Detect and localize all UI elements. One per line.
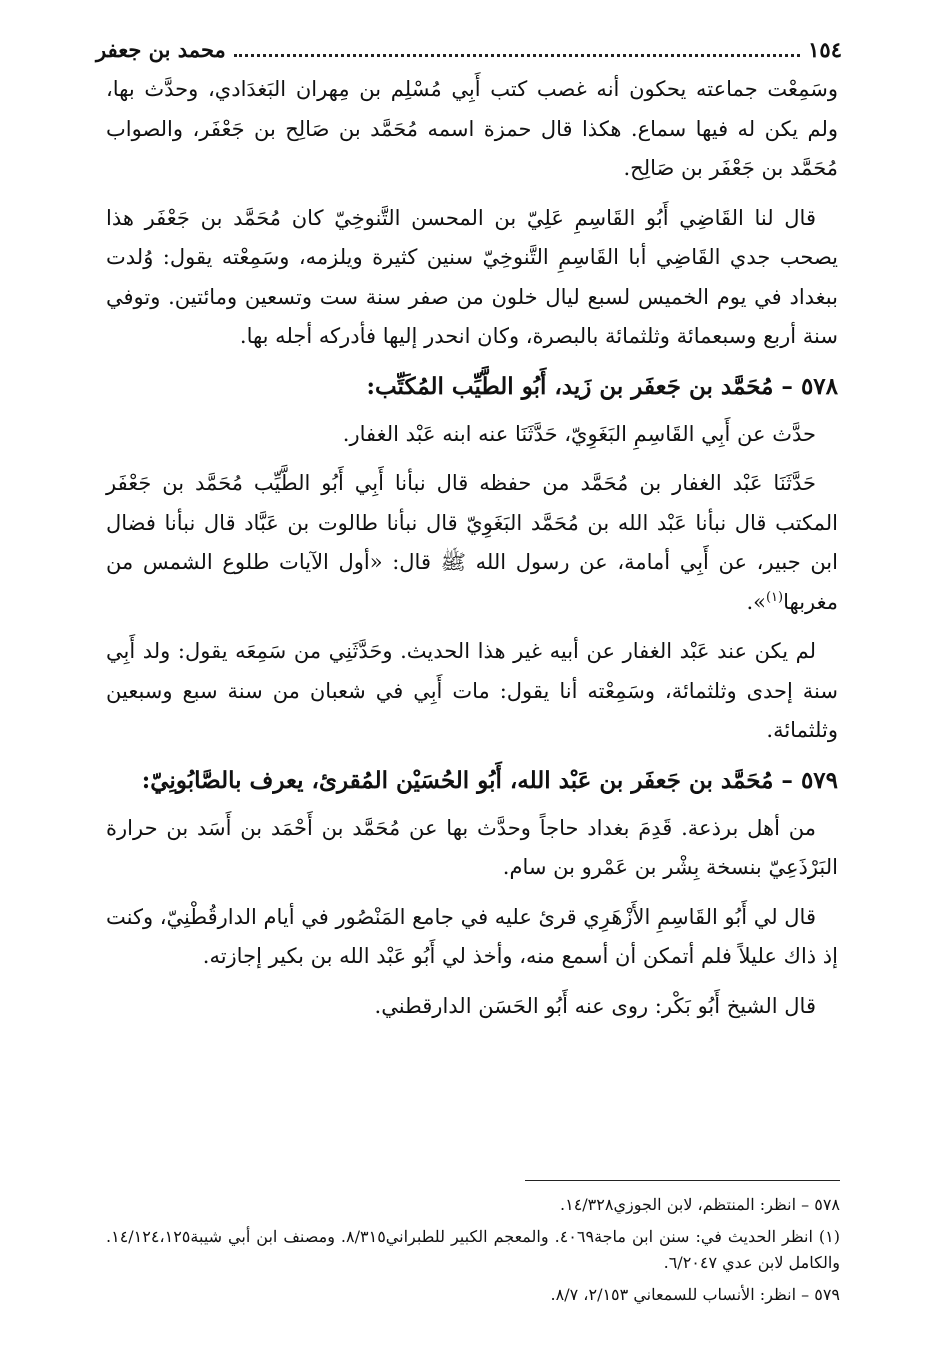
paragraph-578-intro: حدَّث عن أَبِي القَاسِمِ البَغَوِيّ، حَدَّثَنَا عنه ابنه عَبْد الغفار. (342, 421, 816, 446)
main-text (106, 70, 838, 1036)
paragraph-578-hadith (106, 464, 838, 622)
paragraph-579-origin: من أهل برذعة. قَدِمَ بغداد حاجاً وحدَّث بها عن مُحَمَّد بن أَحْمَد بن أَسَد بن حرارة البَرْذَعِيّ بنسخة بِشْر بن عَمْرو بن سام. (106, 815, 838, 879)
paragraph-579-closing: قال الشيخ أَبُو بَكْر: روى عنه أَبُو الحَسَن الدارقطني. (374, 993, 816, 1018)
footnote-1: (١) انظر الحديث في: سنن ابن ماجة٤٠٦٩. والمعجم الكبير للطبراني٨/٣١٥. ومصنف ابن أبي شيبة١٤/١٢٤،١٢٥. والكامل لابن عدي ٦/٢٠٤٧. (106, 1227, 840, 1272)
paragraph-tanukhi-report: قال لنا القَاضِي أَبُو القَاسِمِ عَلِيّ بن المحسن التَّنوخِيّ كان مُحَمَّد بن جَعْفَر هذا يصحب جدي القَاضِي أبا القَاسِمِ التَّنوخِيّ سنين كثيرة ويلزمه، وسَمِعْته يقول: وُلدت ببغداد في يوم الخميس لسبع ليال خلون من صفر سنة ست وتسعين ومائتين. وتوفي سنة أربع وسبعمائة وثلثمائة بالبصرة، وكان انحدر إليها فأدركه أجله بها. (106, 205, 838, 348)
paragraph-continuation: وسَمِعْت جماعته يحكون أنه غصب كتب أَبِي مُسْلِم بن مِهران البَغدَادي، وحدَّث بها، ولم يكن له فيها سماع. هكذا قال حمزة اسمه مُحَمَّد بن صَالِح بن جَعْفَر، والصواب مُحَمَّد بن جَعْفَر بن صَالِح. (106, 77, 838, 180)
footnote-separator (525, 1180, 840, 1181)
entry-heading-578: ٥٧٨ – مُحَمَّد بن جَعفَر بن زَيد، أَبُو الطَّيِّب المُكَتِّب: (366, 372, 838, 400)
entry-heading-579: ٥٧٩ – مُحَمَّد بن جَعفَر بن عَبْد الله، أَبُو الحُسَيْن المُقرئ، يعرف بالصَّابُونِيّ: (141, 766, 838, 794)
header-dot-leader (234, 54, 800, 57)
paragraph-578-death: لم يكن عند عَبْد الغفار عن أبيه غير هذا الحديث. وحَدَّثَنِي من سَمِعَه يقول: ولد أَبِي سنة إحدى وثلثمائة، وسَمِعْته أنا يقول: مات أَبِي في شعبان من سنة سبع وسبعين وثلثمائة. (106, 639, 838, 742)
hadith-text: حَدَّثَنَا عَبْد الغفار بن مُحَمَّد من حفظه قال نبأنا أَبِي أَبُو الطَّيِّب مُحَمَّد بن جَعْفَر المكتب قال نبأنا عَبْد الله بن مُحَمَّد البَغَوِيّ قال نبأنا طالوت بن عَبَّاد قال نبأنا فضال ابن جبير، عن أَبِي أمامة، عن رسول الله ﷺ قال: «أول الآيات طلوع الشمس من مغربها (106, 471, 838, 614)
footnote-ref-1: (١) (765, 589, 784, 605)
footnote-578: ٥٧٨ – انظر: المنتظم، لابن الجوزي١٤/٣٢٨. (560, 1195, 840, 1214)
running-title: محمد بن جعفر (96, 36, 226, 62)
footnote-579: ٥٧٩ – انظر: الأنساب للسمعاني ٢/١٥٣، ٨/٧. (550, 1285, 840, 1304)
page-number: ١٥٤ (808, 36, 842, 62)
paragraph-579-azhari: قال لي أَبُو القَاسِمِ الأَزْهَرِي قرئ عليه في جامع المَنْصُور في أيام الدارقُطْنِيّ، وكنت إذ ذاك عليلاً فلم أتمكن أن أسمع منه، وأخذ لي أَبُو عَبْد الله بن بكير إجازته. (105, 904, 838, 968)
footnotes (106, 1192, 840, 1314)
hadith-close: ». (746, 589, 766, 614)
running-header (96, 32, 842, 66)
